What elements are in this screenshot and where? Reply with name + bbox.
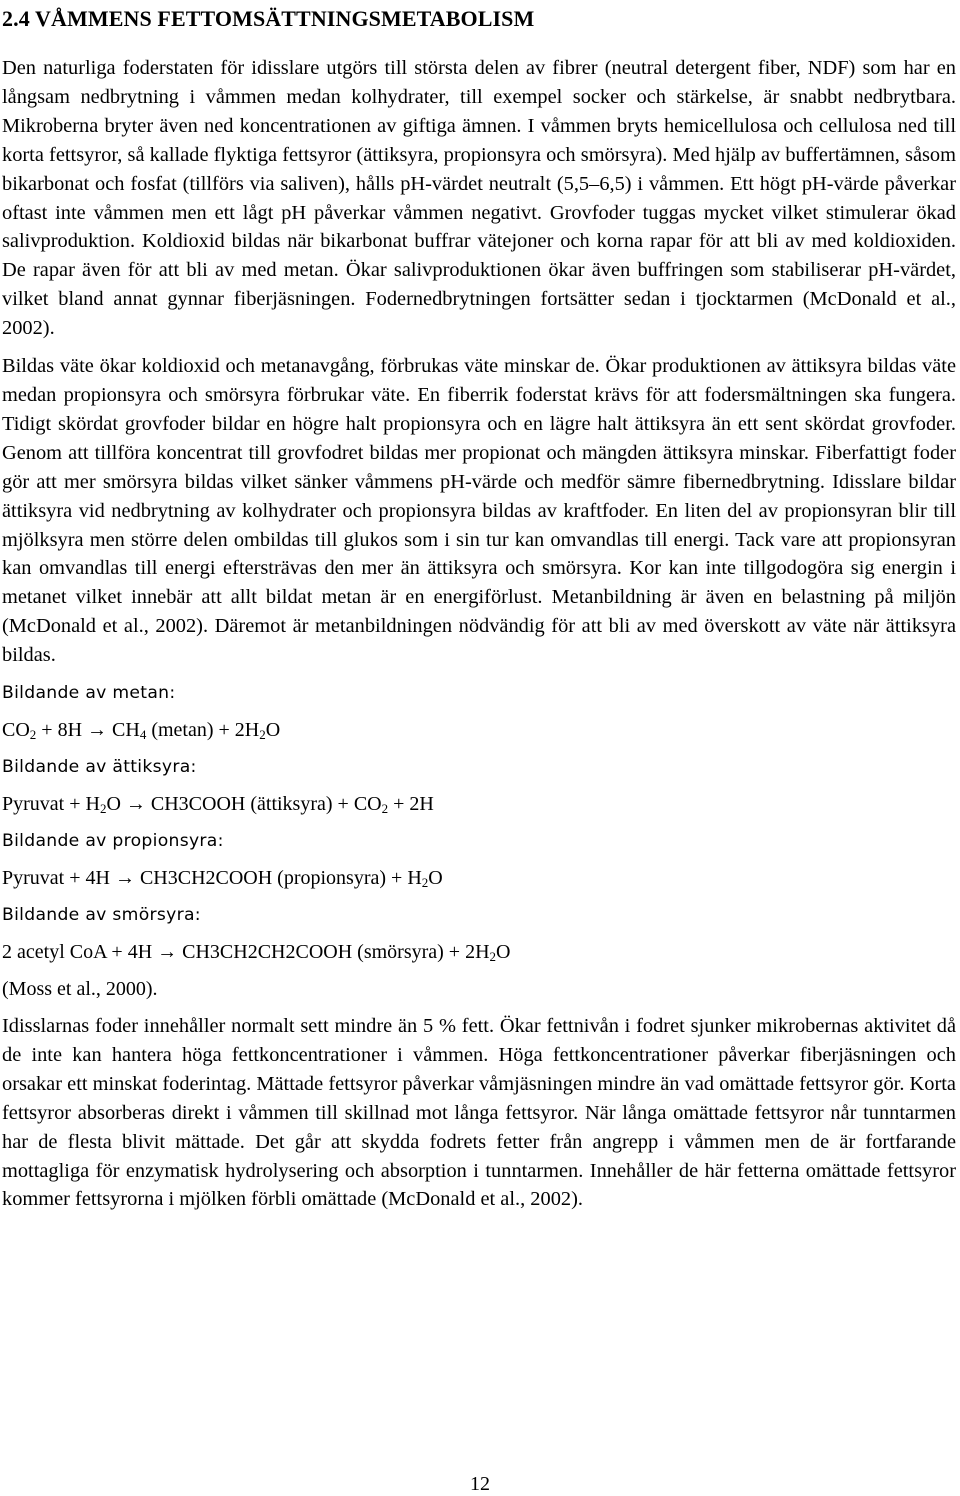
reaction-formula-butyric-acid [2, 938, 956, 966]
reaction-label-acetic-acid: Bildande av ättiksyra: [2, 757, 197, 778]
page-number: 12 [470, 1473, 490, 1495]
formula-subscript: 2 [259, 727, 266, 743]
reaction-formula-propionic-acid [2, 864, 956, 892]
citation: (Moss et al., 2000). [2, 978, 158, 1001]
section-heading: 2.4 VÅMMENS FETTOMSÄTTNINGSMETABOLISM [2, 6, 535, 31]
formula-subscript: 2 [489, 949, 497, 965]
formula-part: + 8H → CH [36, 719, 140, 742]
formula-part: (metan) + 2H [146, 719, 260, 742]
formula-part: O [265, 719, 281, 742]
paragraph-hydrogen-balance: Bildas väte ökar koldioxid och metanavgång, förbrukas väte minskar de. Ökar produktionen av ättiksyra bildas väte medan propionsyra och smörsyra förbrukar väte. En fiberrik foderstat krävs för att fodersmältningen ska fungera. Tidigt skördat grovfoder bildar en högre halt propionsyra och en lägre halt ättiksyra än ett sent skördat grovfoder. Genom att tillföra koncentrat till grovfodret bildas mer propionat och mängden ättiksyra minskar. Fiberfattigt foder gör att mer smörsyra bildas vilket sänker våmmens pH-värde och medför sämre fibernedbrytning. Idisslare bildar ättiksyra vid nedbrytning av kolhydrater och propionsyra bildas av kraftfoder. En liten del av propionsyran blir till mjölksyra men större delen ombildas till glukos som i sin tur kan omvandlas till energi. Tack vare att propionsyran kan omvandlas till energi eftersträvas den mer än ättiksyra och smörsyra. Kor kan inte tillgodogöra sig energin i metanet vilket innebär att allt bildat metan är en energiförlust. Metanbildning är även en belastning på miljön (McDonald et al., 2002). Däremot är metanbildningen nödvändig för att bli av med överskott av väte när ättiksyra bildas. [2, 355, 956, 667]
formula-subscript: 2 [99, 801, 107, 817]
formula-subscript: 4 [139, 727, 147, 743]
reaction-formula-acetic-acid [2, 790, 956, 818]
formula-subscript: 2 [381, 801, 389, 817]
reaction-label-methane: Bildande av metan: [2, 683, 176, 704]
reaction-label-butyric-acid: Bildande av smörsyra: [2, 905, 201, 926]
formula-part: 2 acetyl CoA + 4H → CH3CH2CH2COOH (smörsyra) + 2H [2, 941, 490, 964]
formula-part: + 2H [388, 793, 434, 816]
formula-part: O → CH3COOH (ättiksyra) + CO [106, 793, 382, 816]
formula-part: Pyruvat + 4H → CH3CH2COOH (propionsyra) + H [2, 867, 422, 890]
formula-subscript: 2 [29, 727, 37, 743]
formula-subscript: 2 [421, 875, 429, 891]
formula-part: Pyruvat + H [2, 793, 100, 816]
reaction-formula-methane [2, 716, 956, 744]
formula-part: O [496, 941, 511, 964]
paragraph-fat-metabolism: Idisslarnas foder innehåller normalt sett mindre än 5 % fett. Ökar fettnivån i fodret sjunker mikrobernas aktivitet då de inte kan hantera höga fettkoncentrationer i våmmen. Höga fettkoncentrationer påverkar fiberjäsningen och orsakar ett minskat foderintag. Mättade fettsyror påverkar våmjäsningen mindre än vad omättade fettsyror gör. Korta fettsyror absorberas direkt i våmmen till skillnad mot långa fettsyror. När långa omättade fettsyror når tunntarmen har de flesta blivit mättade. Det går att skydda fodrets fetter från angrepp i våmmen men de är fortfarande mottagliga för enzymatisk hydrolysering och absorption i tunntarmen. Innehåller de här fetterna omättade fettsyror kommer fettsyrorna i mjölken förbli omättade (McDonald et al., 2002). [2, 1015, 956, 1211]
paragraph-rumen-fermentation: Den naturliga foderstaten för idisslare utgörs till största delen av fibrer (neutral detergent fiber, NDF) som har en långsam nedbrytning i våmmen medan kolhydrater, till exempel socker och stärkelse, är snabbt nedbrytbara. Mikroberna bryter även ned koncentrationen av giftiga ämnen. I våmmen bryts hemicellulosa och cellulosa ned till korta fettsyror, så kallade flyktiga fettsyror (ättiksyra, propionsyra och smörsyra). Med hjälp av buffertämnen, såsom bikarbonat och fosfat (tillförs via saliven), hålls pH-värdet neutralt (5,5–6,5) i våmmen. Ett högt pH-värde påverkar oftast inte våmmen men ett lågt pH påverkar våmmen negativt. Grovfoder tuggas mycket vilket stimulerar ökad salivproduktion. Koldioxid bildas när bikarbonat buffrar vätejoner och korna rapar för att bli av med koldioxiden. De rapar även för att bli av med metan. Ökar salivproduktionen ökar även buffringen som stabiliserar pH-värdet, vilket bland annat gynnar fiberjäsningen. Fodernedbrytningen fortsätter sedan i tjocktarmen (McDonald et al., 2002). [2, 57, 956, 340]
formula-part: CO [2, 719, 30, 742]
formula-part: O [428, 867, 443, 890]
reaction-label-propionic-acid: Bildande av propionsyra: [2, 831, 224, 852]
